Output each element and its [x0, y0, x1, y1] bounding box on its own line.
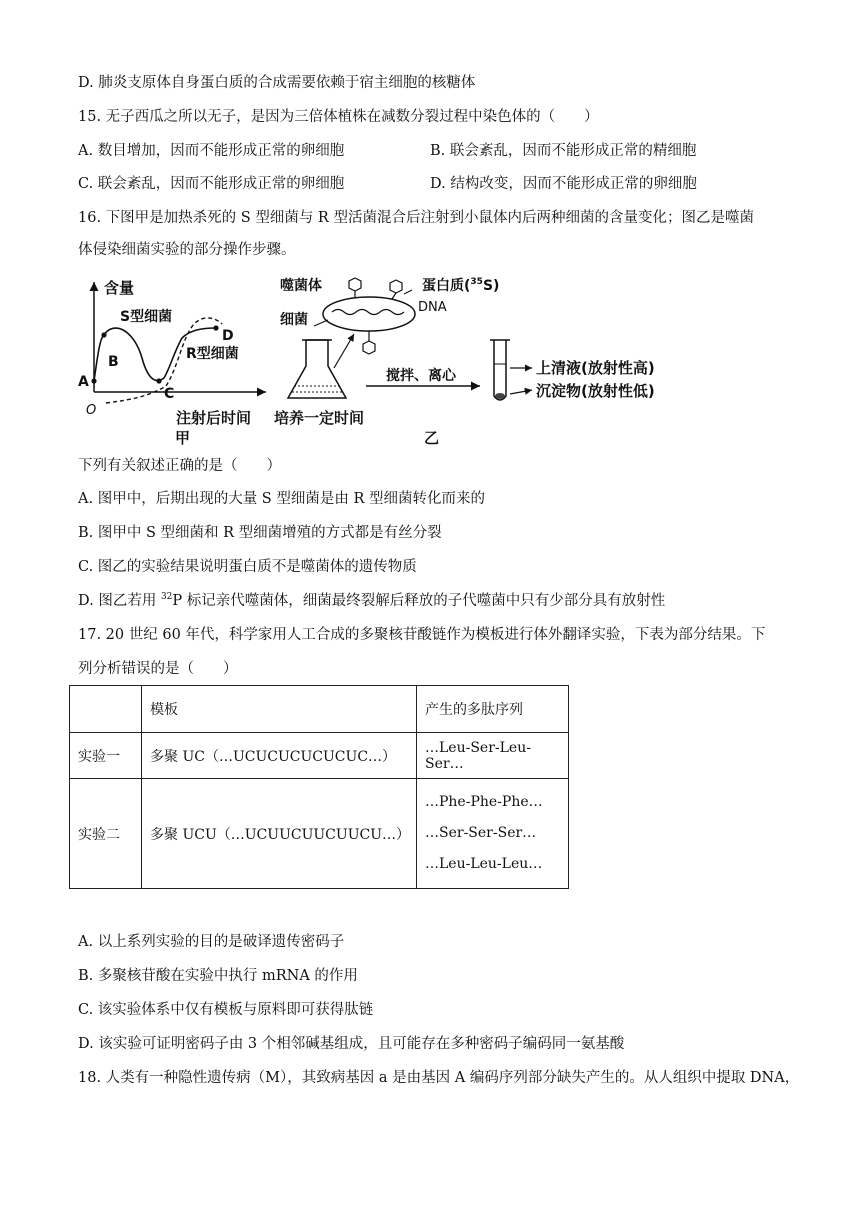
q17-table [69, 685, 569, 889]
diagram-yi [274, 277, 655, 447]
q17-stem-line2: 列分析错误的是（ ） [78, 661, 238, 677]
origin-label: O [86, 403, 97, 418]
flask-icon [288, 340, 346, 398]
q16-figure [70, 268, 690, 450]
point-c-label: C [164, 386, 175, 402]
q17-option-a: A. 以上系列实验的目的是破译遗传密码子 [78, 934, 345, 950]
header-cell-template: 模板 [142, 686, 417, 733]
s-bacteria-label: S型细菌 [120, 309, 173, 325]
row-template: 多聚 UC（…UCUCUCUCUCUC…） [142, 733, 417, 779]
y-axis-label: 含量 [104, 279, 135, 297]
q15-option-c: C. 联会紊乱，因而不能形成正常的卵细胞 [78, 176, 345, 192]
peptide-item: …Leu-Leu-Leu… [425, 856, 543, 872]
row-peptides [417, 779, 569, 889]
table-header-row [70, 686, 569, 733]
point-a-dot [91, 378, 96, 383]
header-cell-peptide: 产生的多肽序列 [417, 686, 569, 733]
supernatant-label: 上清液(放射性高) [536, 359, 655, 377]
process-label: 搅拌、离心 [386, 368, 456, 384]
point-b-label: B [108, 354, 119, 370]
phage-icons [349, 278, 402, 354]
bacteria-label: 细菌 [280, 312, 308, 328]
point-a-label: A [78, 374, 89, 390]
peptide-item: …Phe-Phe-Phe… [425, 794, 543, 810]
q17-option-d: D. 该实验可证明密码子由 3 个相邻碱基组成，且可能存在多种密码子编码同一氨基酸 [78, 1036, 625, 1052]
point-b-dot [101, 332, 106, 337]
precipitate-label: 沉淀物(放射性低) [536, 382, 655, 400]
row-label: 实验一 [70, 733, 142, 779]
row-peptide: …Leu-Ser-Leu-Ser… [417, 733, 569, 779]
protein-pointer [404, 290, 412, 294]
q18-stem: 18. 人类有一种隐性遗传病（M），其致病基因 a 是由基因 A 编码序列部分缺失产生的。从人组织中提取 DNA， [78, 1070, 800, 1086]
graph-jia [78, 279, 266, 447]
q16-option-a: A. 图甲中，后期出现的大量 S 型细菌是由 R 型细菌转化而来的 [78, 491, 485, 507]
test-tube-icon [494, 340, 506, 400]
phage-label: 噬菌体 [280, 278, 322, 294]
q17-stem-line1: 17. 20 世纪 60 年代，科学家用人工合成的多聚核苷酸链作为模板进行体外翻译实验，下表为部分结果。下 [78, 627, 766, 643]
q15-option-d: D. 结构改变，因而不能形成正常的卵细胞 [430, 176, 697, 192]
point-c-dot [156, 378, 161, 383]
figure-caption-yi: 乙 [424, 429, 440, 447]
peptide-item: …Ser-Ser-Ser… [425, 825, 537, 841]
dna-label: DNA [418, 300, 447, 315]
q15-stem: 15. 无子西瓜之所以无子，是因为三倍体植株在减数分裂过程中染色体的（ ） [78, 109, 599, 125]
x-axis-label: 注射后时间 [176, 409, 252, 427]
figure-caption-jia: 甲 [175, 429, 191, 447]
q16-option-c: C. 图乙的实验结果说明蛋白质不是噬菌体的遗传物质 [78, 559, 417, 575]
bacteria-pointer [314, 320, 328, 326]
q16-prompt: 下列有关叙述正确的是（ ） [78, 458, 281, 474]
q16-stem-line2: 体侵染细菌实验的部分操作步骤。 [78, 242, 296, 258]
r-bacteria-label: R型细菌 [186, 346, 239, 362]
q16-option-b: B. 图甲中 S 型细菌和 R 型细菌增殖的方式都是有丝分裂 [78, 525, 442, 541]
dna-wave [332, 310, 404, 315]
protein-label: 蛋白质($^{35}$S) [422, 277, 500, 294]
table-row [70, 779, 569, 889]
table-row [70, 733, 569, 779]
row-label: 实验二 [70, 779, 142, 889]
q17-option-b: B. 多聚核苷酸在实验中执行 mRNA 的作用 [78, 968, 358, 984]
q15-option-b: B. 联会紊乱，因而不能形成正常的精细胞 [430, 143, 697, 159]
header-cell-empty [70, 686, 142, 733]
q15-option-a: A. 数目增加，因而不能形成正常的卵细胞 [78, 143, 345, 159]
q14-option-d: D. 肺炎支原体自身蛋白质的合成需要依赖于宿主细胞的核糖体 [78, 75, 476, 91]
row-template: 多聚 UCU（…UCUUCUUCUUCU…） [142, 779, 417, 889]
point-d-dot [213, 325, 218, 330]
q16-option-d: D. 图乙若用 $^{32}$P 标记亲代噬菌体，细菌最终裂解后释放的子代噬菌中只有少部分具有放射性 [78, 592, 666, 609]
zoom-arrow [334, 334, 354, 368]
q17-option-c: C. 该实验体系中仅有模板与原料即可获得肽链 [78, 1002, 374, 1018]
culture-label: 培养一定时间 [274, 409, 365, 427]
q16-stem-line1: 16. 下图甲是加热杀死的 S 型细菌与 R 型活菌混合后注射到小鼠体内后两种细菌的含量变化；图乙是噬菌 [78, 210, 754, 226]
point-d-label: D [222, 328, 234, 344]
